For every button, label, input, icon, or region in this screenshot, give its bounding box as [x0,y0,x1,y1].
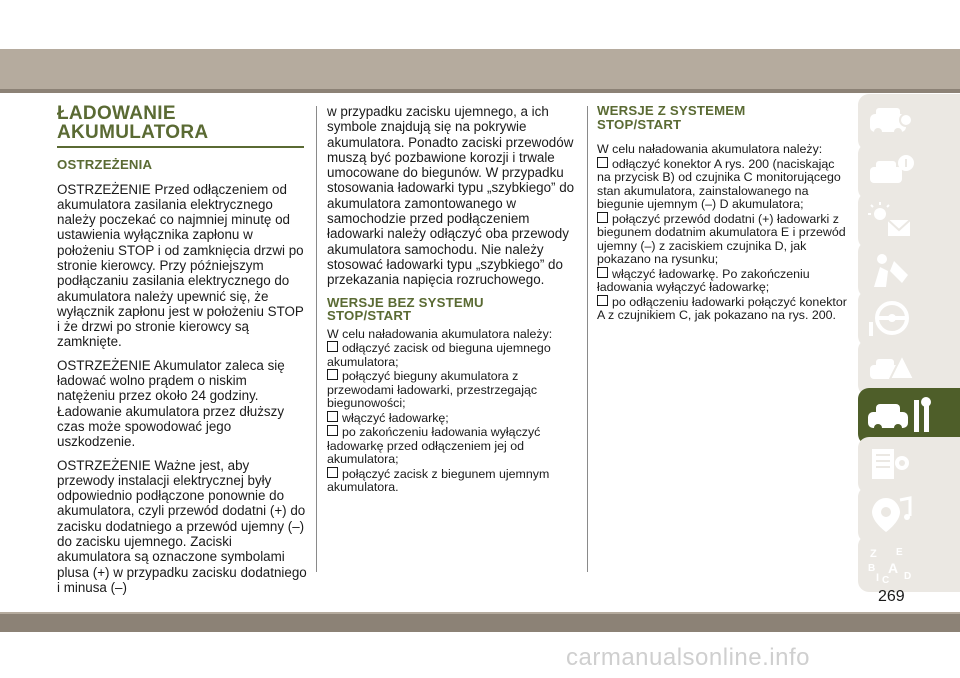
bottom-band [0,614,960,632]
technical-data-icon [866,445,916,487]
warning-continuation: w przypadku zacisku ujemnego, a ich symbole znajdują się na pokrywie akumulatora. Ponadto zaciski przewodów muszą być pozbawione korozji i trwale umocowane do biegunów. W przypadku stosowania ładowarki typu „szybkiego” do akumulatora zamontowanego w samochodzie przed podłączeniem ładowarki należy odłączyć oba przewody akumulatora samochodu. Nie należy stosować ładowarki typu „szybkiego” do przekazania napięcia rozruchowego. [327,104,575,288]
checkbox-icon [327,467,338,478]
warning-paragraph: OSTRZEŻENIE Przed odłączeniem od akumulatora zasilania elektrycznego należy poczekać co najmniej minutę od ustawienia wyłącznika zapłonu w położeniu STOP i od zamknięcia drzwi po stronie kierowcy. Przy późniejszym podłączaniu zasilania elektrycznego do akumulatora należy upewnić się, że wyłącznik zapłonu jest w położeniu STOP i że drzwi po stronie kierowcy są zamknięte. [57,181,304,350]
top-band [0,49,960,89]
tab-index[interactable] [858,535,960,592]
title-rule [57,146,304,148]
intro-text: W celu naładowania akumulatora należy: [597,142,823,156]
svg-text:E: E [896,547,903,558]
column-divider [587,106,588,572]
checkbox-icon [597,295,608,306]
list-item: połączyć zacisk z biegunem ujemnym akumulatora. [327,466,550,495]
warnings-heading: OSTRZEŻENIA [57,157,153,172]
svg-text:B: B [868,563,876,574]
chapter-tabs [858,94,960,584]
checkbox-icon [597,267,608,278]
section-heading: WERSJE BEZ SYSTEMU STOP/START [327,294,484,324]
column-divider [316,106,317,572]
list-item: odłączyć zacisk od bieguna ujemnego akumulatora; [327,341,551,369]
checkbox-icon [327,341,338,352]
car-wrench-icon [866,396,946,438]
page-number: 269 [878,588,905,605]
section-title: ŁADOWANIE AKUMULATORA [57,103,209,143]
list-item: połączyć przewód dodatni (+) ładowarki z biegunem dodatnim akumulatora E i przewód ujemny (–) z zaciskiem czujnika D, jak pokazano na rysunku; [597,211,846,266]
list-item: po odłączeniu ładowarki połączyć konektor A z czujnikiem C, jak pokazano na rys. 200. [597,294,847,322]
svg-text:I: I [876,572,880,584]
car-info-icon [866,151,916,193]
index-icon [866,543,916,585]
warning-paragraph: OSTRZEŻENIE Ważne jest, aby przewody instalacji elektrycznej były odpowiednio podłączone ponownie do akumulatora, czyli przewód dodatni (+) do zacisku dodatniego a przewód ujemny (–) do zacisku ujemnego. Zaciski akumulatora są oznaczone symbolami plusa (+) w przypadku zacisku dodatniego i minusa (–) [57,457,307,595]
list-item: po zakończeniu ładowania wyłączyć ładowarkę przed odłączeniem jej od akumulatora; [327,425,541,467]
multimedia-icon [866,494,916,536]
steering-wheel-icon [866,298,916,340]
list-item: włączyć ładowarkę; [327,411,577,426]
checkbox-icon [597,157,608,168]
car-dashboard-icon [866,102,916,144]
column-1 [57,104,307,603]
svg-text:D: D [904,571,912,582]
svg-text:C: C [882,575,890,585]
svg-text:A: A [888,560,899,576]
watermark: carmanualsonline.info [566,644,810,671]
warning-triangle-icon [866,347,916,389]
column-2 [327,104,577,495]
checkbox-icon [327,369,338,380]
checkbox-icon [597,212,608,223]
airbag-icon [866,249,916,291]
column-3 [597,104,847,323]
checkbox-icon [327,411,338,422]
warning-paragraph: OSTRZEŻENIE Akumulator zaleca się ładować wolno prądem o niskim natężeniu przez około 24 godziny. Ładowanie akumulatora przez dłuższy czas może spowodować jego uszkodzenie. [57,357,285,450]
intro-text: W celu naładowania akumulatora należy: [327,326,553,341]
checkbox-icon [327,425,338,436]
list-item: odłączyć konektor A rys. 200 (naciskając na przycisk B) od czujnika C monitorującego stan akumulatora, zainstalowanego na biegunie ujemnym (–) D akumulatora; [597,156,841,211]
svg-text:Z: Z [870,548,877,560]
top-divider [0,89,960,93]
list-item: połączyć bieguny akumulatora z przewodami ładowarki, przestrzegając biegunowości; [327,369,538,411]
section-heading: WERSJE Z SYSTEMEM STOP/START [597,103,746,132]
list-item: włączyć ładowarkę. Po zakończeniu ładowania wyłączyć ładowarkę; [597,266,810,294]
warning-lights-icon [866,200,916,242]
